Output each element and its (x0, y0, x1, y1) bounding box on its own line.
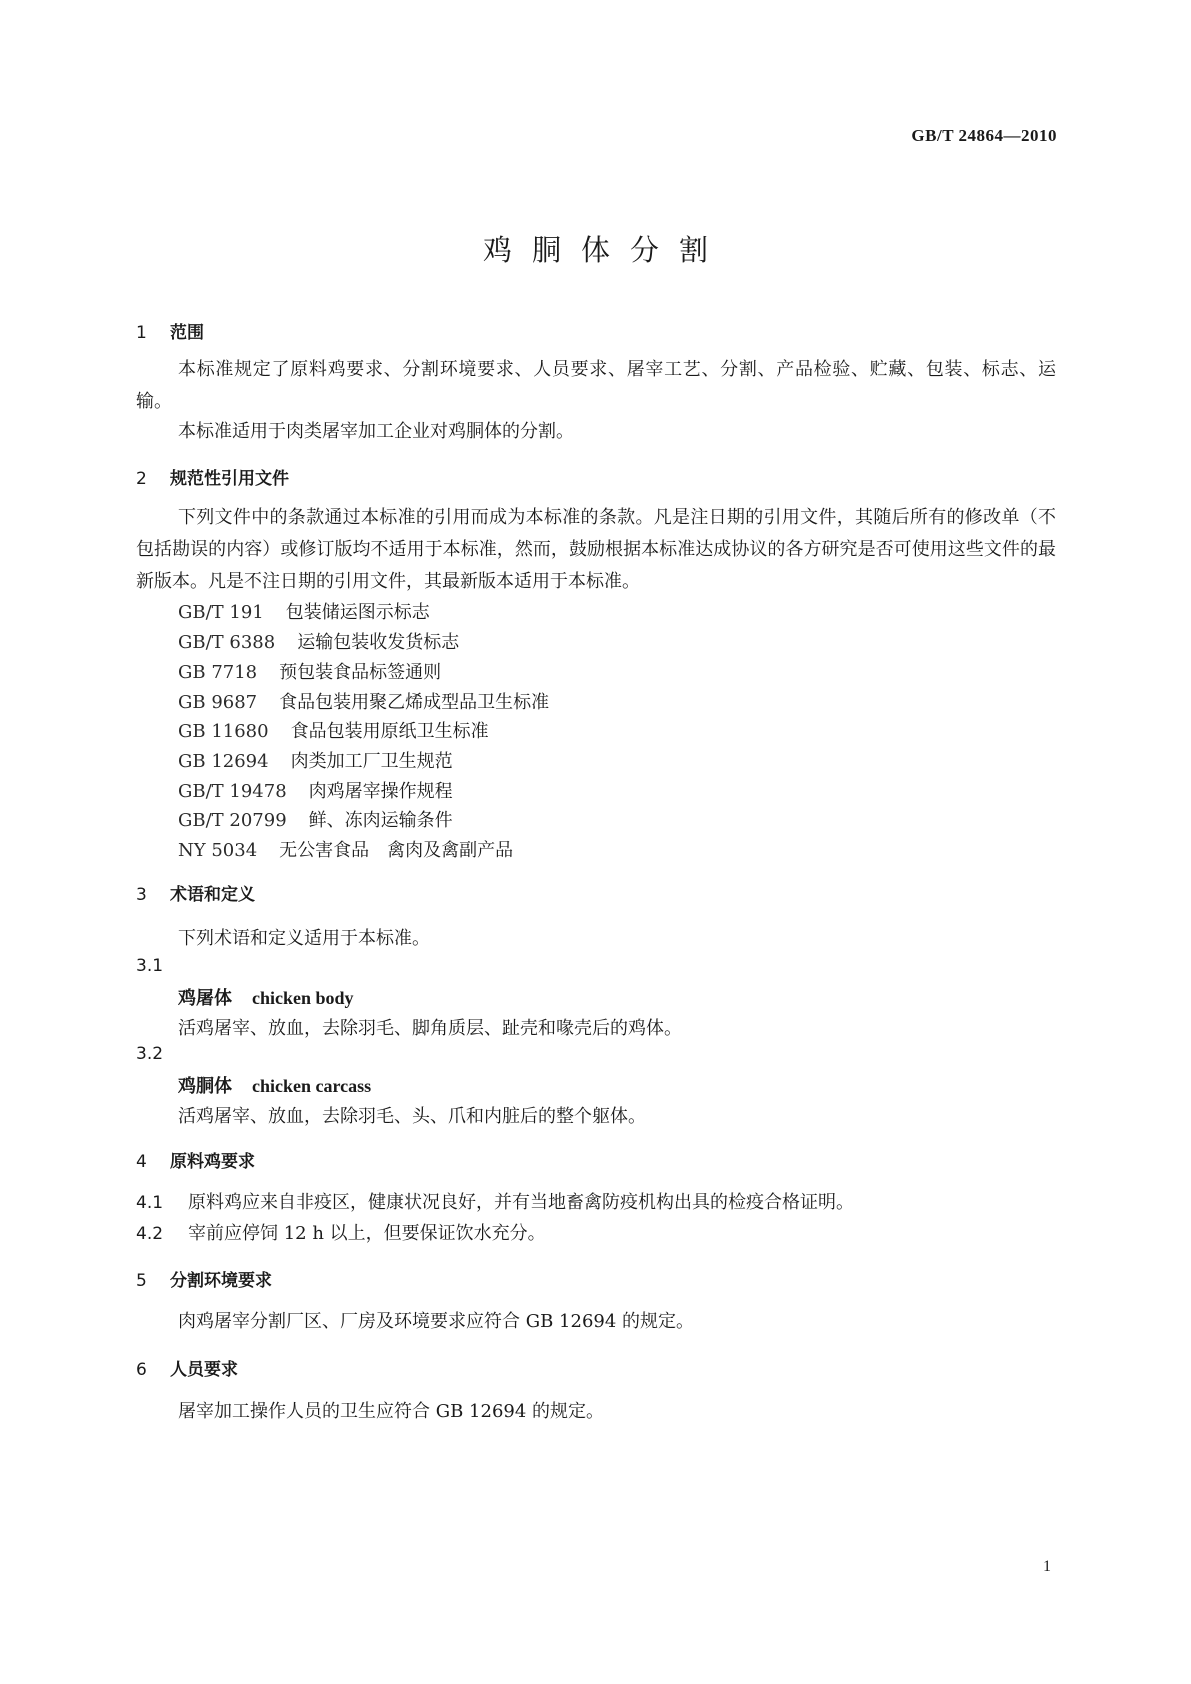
clause-item (136, 1219, 546, 1245)
reference-item (178, 747, 453, 773)
reference-code: GB 11680 (178, 721, 269, 742)
reference-code: GB 7718 (178, 662, 258, 683)
clause-item (136, 1188, 854, 1214)
reference-item (178, 836, 513, 862)
reference-name: 包装储运图示标志 (285, 602, 430, 623)
reference-name: 无公害食品 禽肉及禽副产品 (279, 840, 514, 861)
reference-name: 肉鸡屠宰操作规程 (308, 781, 453, 802)
reference-code: GB/T 19478 (178, 781, 287, 802)
term-number: 3.1 (136, 956, 164, 976)
section-number: 1 (136, 323, 147, 343)
clause-text: 宰前应停饲 12 h 以上，但要保证饮水充分。 (188, 1223, 546, 1244)
reference-item (178, 717, 489, 743)
section-title: 术语和定义 (170, 885, 255, 905)
section-title: 范围 (170, 323, 204, 343)
term-english: chicken body (252, 988, 354, 1008)
document-code: GB/T 24864—2010 (911, 126, 1057, 145)
section-number: 4 (136, 1152, 147, 1172)
section-2-heading (136, 464, 289, 489)
term-definition: 活鸡屠宰、放血，去除羽毛、头、爪和内脏后的整个躯体。 (178, 1106, 646, 1127)
reference-code: GB 12694 (178, 751, 269, 772)
clause-number: 4.1 (136, 1193, 164, 1213)
section-1-paragraph-1: 本标准规定了原料鸡要求、分割环境要求、人员要求、屠宰工艺、分割、产品检验、贮藏、包装、标志、运输。 (136, 359, 1056, 412)
reference-code: GB/T 6388 (178, 632, 276, 653)
section-4-heading (136, 1147, 255, 1172)
section-title: 规范性引用文件 (170, 469, 289, 489)
section-5-paragraph: 肉鸡屠宰分割厂区、厂房及环境要求应符合 GB 12694 的规定。 (178, 1311, 695, 1332)
section-number: 5 (136, 1271, 147, 1291)
term-heading (178, 984, 354, 1010)
reference-name: 鲜、冻肉运输条件 (308, 810, 453, 831)
section-2-intro: 下列文件中的条款通过本标准的引用而成为本标准的条款。凡是注日期的引用文件，其随后所有的修改单（不包括勘误的内容）或修订版均不适用于本标准，然而，鼓励根据本标准达成协议的各方研究是否可使用这些文件的最新版本。凡是不注日期的引用文件，其最新版本适用于本标准。 (136, 507, 1056, 592)
term-chinese: 鸡屠体 (178, 988, 232, 1009)
reference-item (178, 688, 549, 714)
reference-item (178, 628, 459, 654)
reference-name: 运输包装收发货标志 (297, 632, 460, 653)
section-3-heading (136, 880, 255, 905)
section-5-heading (136, 1266, 272, 1291)
reference-name: 肉类加工厂卫生规范 (290, 751, 453, 772)
reference-code: GB 9687 (178, 692, 258, 713)
term-number: 3.2 (136, 1044, 164, 1064)
document-title: 鸡胴体分割 (482, 233, 728, 267)
section-1-paragraph-2: 本标准适用于肉类屠宰加工企业对鸡胴体的分割。 (178, 421, 574, 442)
section-number: 2 (136, 469, 147, 489)
term-heading (178, 1072, 371, 1098)
reference-code: GB/T 20799 (178, 810, 287, 831)
reference-name: 食品包装用聚乙烯成型品卫生标准 (279, 692, 550, 713)
reference-item (178, 777, 453, 803)
clause-number: 4.2 (136, 1224, 164, 1244)
section-6-paragraph: 屠宰加工操作人员的卫生应符合 GB 12694 的规定。 (178, 1401, 605, 1422)
section-title: 原料鸡要求 (170, 1152, 255, 1172)
reference-item (178, 806, 453, 832)
section-3-intro: 下列术语和定义适用于本标准。 (178, 928, 430, 949)
reference-name: 食品包装用原纸卫生标准 (290, 721, 489, 742)
reference-name: 预包装食品标签通则 (279, 662, 442, 683)
term-chinese: 鸡胴体 (178, 1076, 232, 1097)
section-title: 分割环境要求 (170, 1271, 272, 1291)
term-english: chicken carcass (252, 1076, 372, 1096)
page-number: 1 (1043, 1558, 1051, 1575)
reference-item (178, 658, 441, 684)
reference-item (178, 598, 430, 624)
clause-text: 原料鸡应来自非疫区，健康状况良好，并有当地畜禽防疫机构出具的检疫合格证明。 (188, 1192, 854, 1213)
reference-code: GB/T 191 (178, 602, 264, 623)
section-number: 3 (136, 885, 147, 905)
section-6-heading (136, 1355, 238, 1380)
section-number: 6 (136, 1360, 147, 1380)
reference-code: NY 5034 (178, 840, 258, 861)
section-1-heading (136, 318, 204, 343)
term-definition: 活鸡屠宰、放血，去除羽毛、脚角质层、趾壳和喙壳后的鸡体。 (178, 1018, 682, 1039)
section-title: 人员要求 (170, 1360, 238, 1380)
